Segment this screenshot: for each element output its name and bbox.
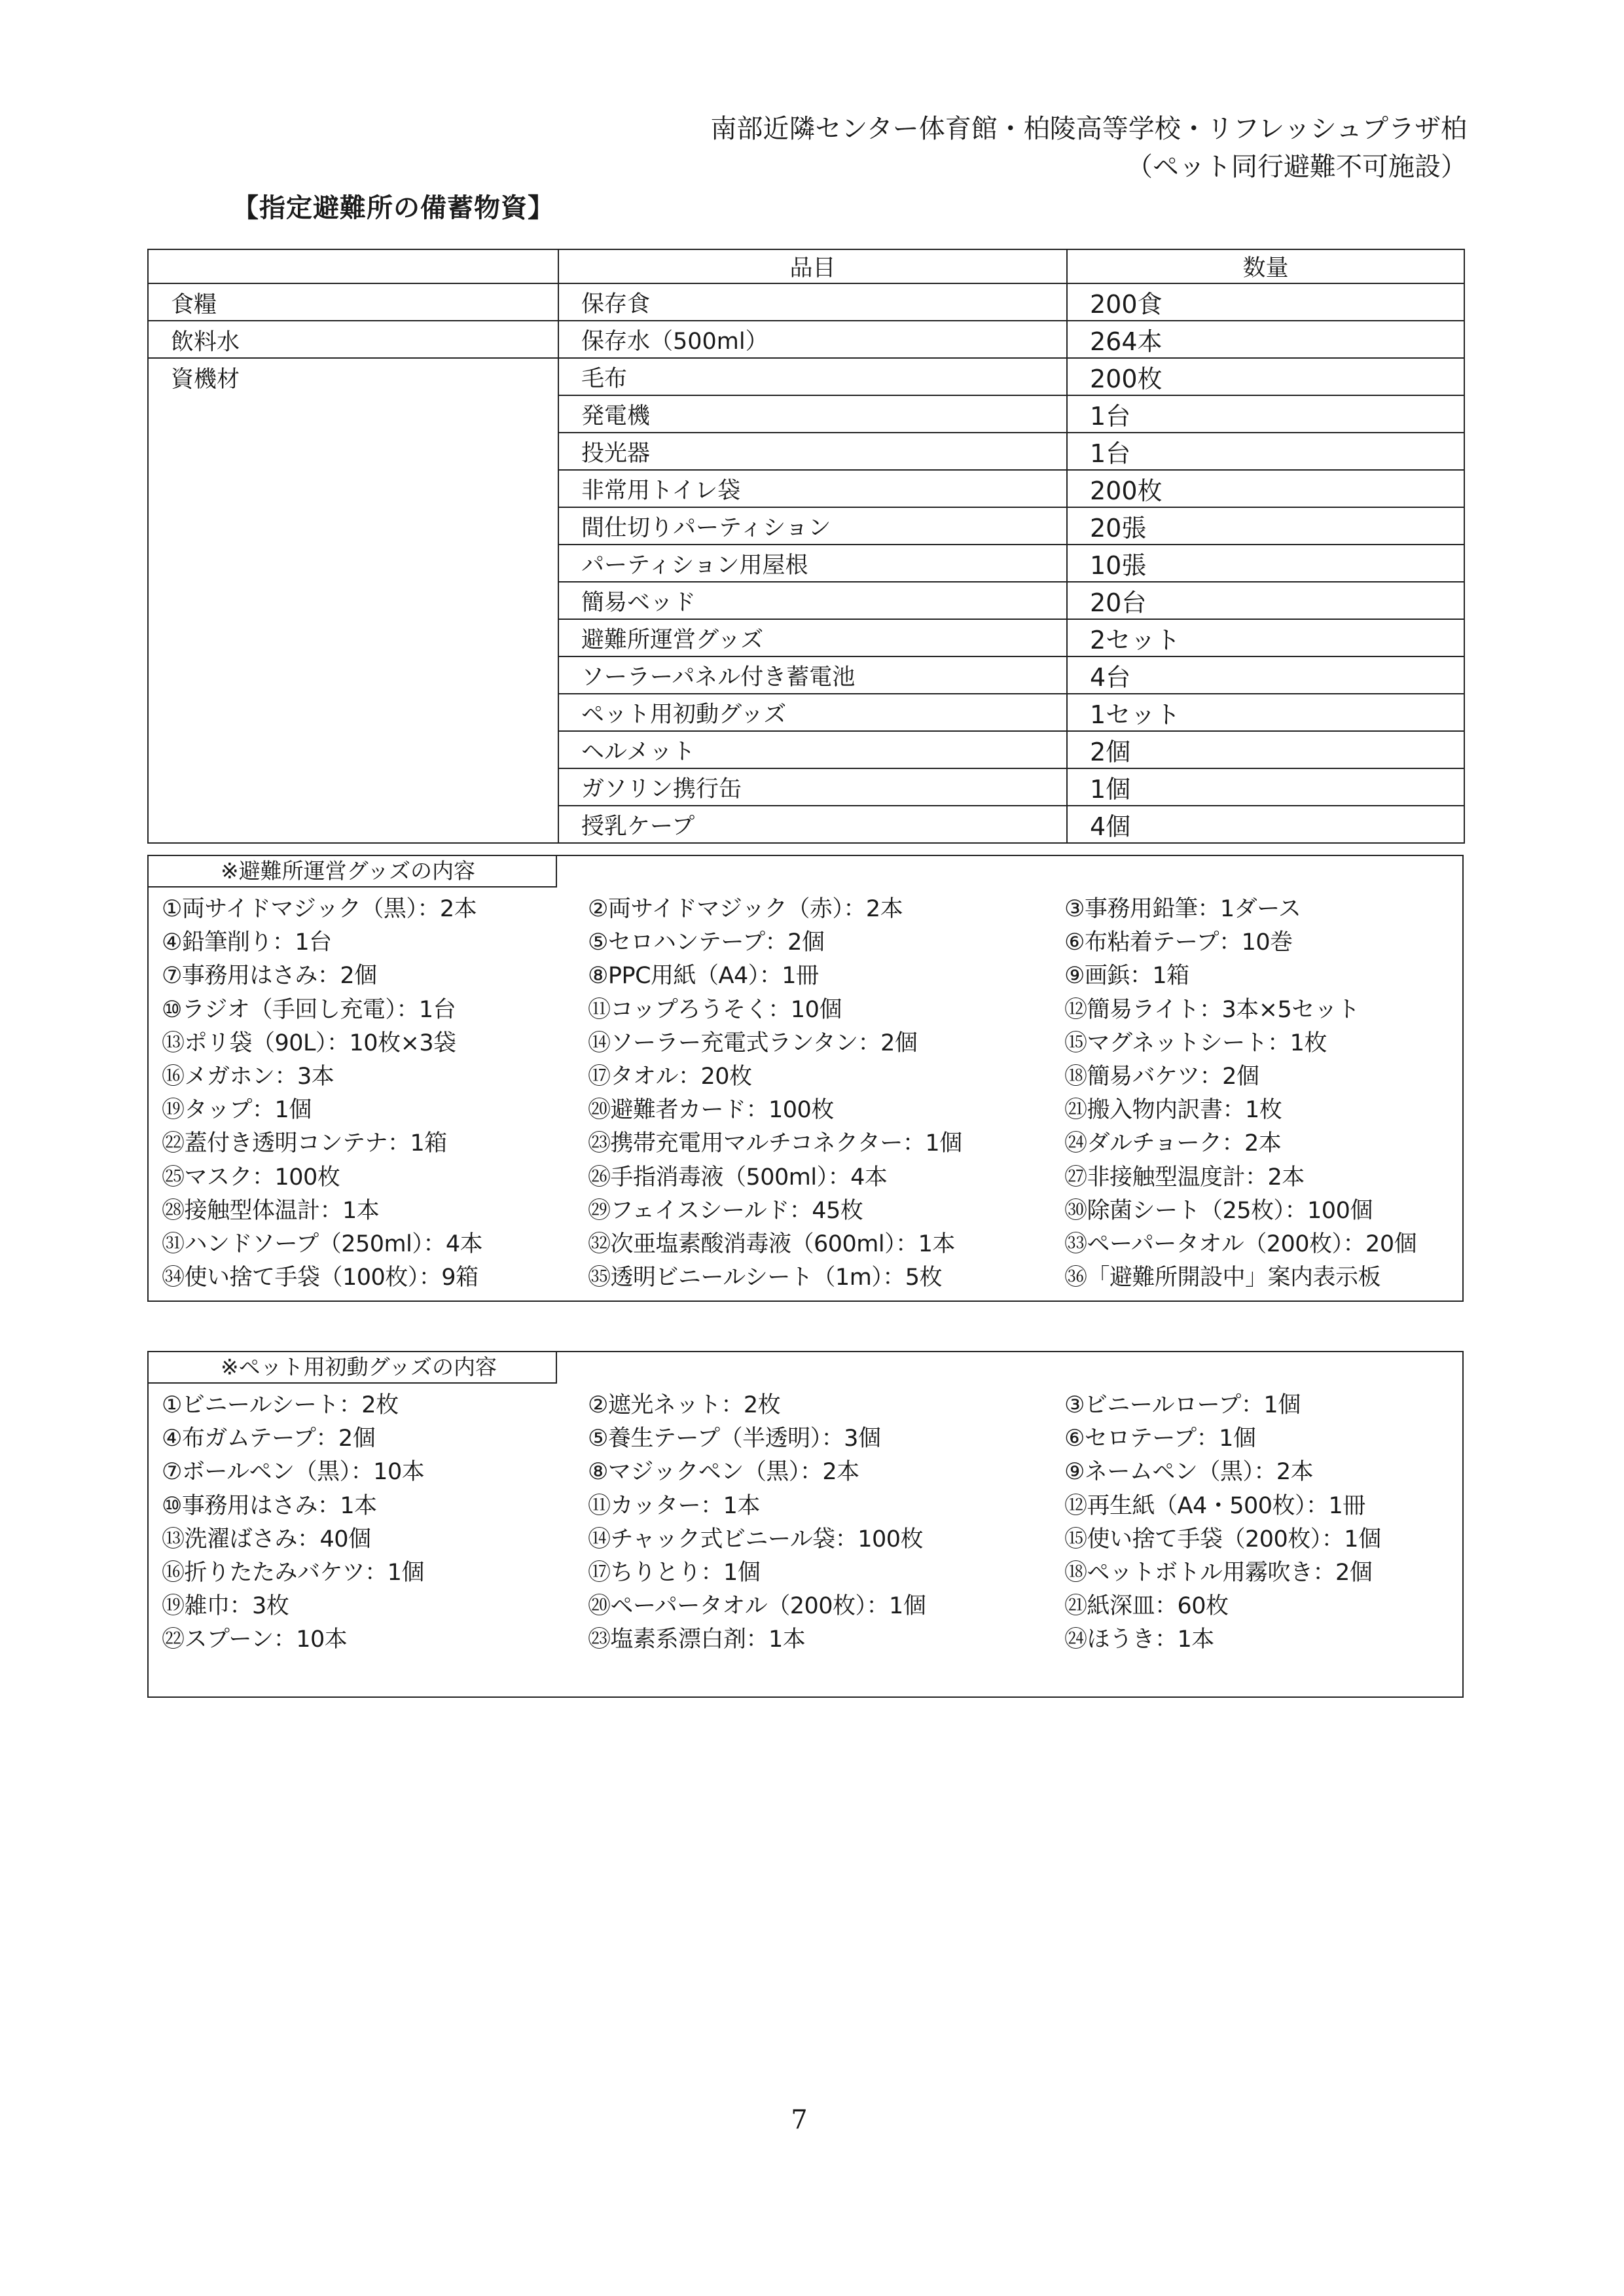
operation-goods-box [147,855,1464,1302]
stockpile-table-body [148,249,1464,843]
pet-goods-title: ※ペット用初動グッズの内容 [147,1351,557,1384]
table-row [148,806,1464,843]
list-item: ㉒スプーン：10本 [162,1626,348,1653]
list-item: ㉔ダルチョーク：2本 [1064,1130,1282,1157]
list-item: ㉟透明ビニールシート（1m）：5枚 [588,1265,943,1291]
table-row [148,283,1464,321]
list-item: ①ビニールシート：2枚 [162,1392,399,1418]
list-item: ㉖手指消毒液（500ml）：4本 [588,1164,888,1191]
item-name-cell: 保存食 [558,283,1067,321]
list-item: ②遮光ネット：2枚 [588,1392,781,1418]
list-item: ④鉛筆削り：1台 [162,929,332,956]
quantity-cell: 2個 [1067,731,1464,768]
item-name-cell: 間仕切りパーティション [558,507,1067,545]
operation-goods-list [162,893,1456,1295]
category-cell [148,582,558,619]
quantity-cell: 4個 [1067,806,1464,843]
quantity-cell: 200食 [1067,283,1464,321]
list-item: ⑲雑巾：3枚 [162,1593,289,1620]
list-item: ③事務用鉛筆：1ダース [1064,896,1301,922]
list-item: ⑧PPC用紙（A4）：1冊 [588,963,819,990]
table-row [148,731,1464,768]
list-item: ⑥セロテープ：1個 [1064,1426,1256,1452]
list-item: ㉚除菌シート（25枚）：100個 [1064,1197,1373,1224]
list-item: ㉒蓋付き透明コンテナ：1箱 [162,1130,447,1157]
category-cell: 資機材 [148,358,558,395]
list-item: ⑧マジックペン（黒）：2本 [588,1459,859,1486]
list-item: ⑥布粘着テープ：10巻 [1064,929,1293,956]
list-item: ⑮使い捨て手袋（200枚）：1個 [1064,1526,1381,1552]
quantity-cell: 264本 [1067,321,1464,358]
list-item: ⑩事務用はさみ：1本 [162,1492,377,1519]
category-cell [148,731,558,768]
list-item: ㊱「避難所開設中」案内表示板 [1064,1265,1381,1291]
item-name-cell: ヘルメット [558,731,1067,768]
list-item: ⑫再生紙（A4・500枚）：1冊 [1064,1492,1365,1519]
header-quantity: 数量 [1067,249,1464,283]
list-item: ㉑紙深皿：60枚 [1064,1593,1229,1620]
facility-header [616,110,1467,186]
list-item: ㉑搬入物内訳書：1枚 [1064,1097,1282,1124]
pet-goods-box [147,1351,1464,1698]
list-item: ③ビニールロープ：1個 [1064,1392,1301,1418]
list-item: ㉜次亜塩素酸消毒液（600ml）：1本 [588,1230,955,1257]
list-item: ⑮マグネットシート：1枚 [1064,1030,1327,1056]
list-item: ⑭ソーラー充電式ランタン：2個 [588,1030,918,1056]
category-cell [148,656,558,694]
list-item: ⑱簡易バケツ：2個 [1064,1063,1259,1090]
table-row [148,321,1464,358]
list-item: ㉝ペーパータオル（200枚）：20個 [1064,1230,1417,1257]
category-cell: 食糧 [148,283,558,321]
item-name-cell: 保存水（500ml） [558,321,1067,358]
list-item: ⑲タップ：1個 [162,1097,312,1124]
table-row [148,582,1464,619]
item-name-cell: 簡易ベッド [558,582,1067,619]
list-item: ㉞使い捨て手袋（100枚）：9箱 [162,1265,478,1291]
quantity-cell: 20張 [1067,507,1464,545]
category-cell [148,507,558,545]
list-item: ⑨画鋲：1箱 [1064,963,1189,990]
list-item: ⑰タオル：20枚 [588,1063,752,1090]
stockpile-header-row [148,249,1464,283]
page-number: 7 [791,2105,808,2135]
item-name-cell: ペット用初動グッズ [558,694,1067,731]
list-item: ㉛ハンドソープ（250ml）：4本 [162,1230,483,1257]
category-cell [148,545,558,582]
stockpile-table [147,249,1465,844]
list-item: ⑳避難者カード：100枚 [588,1097,834,1124]
table-row [148,768,1464,806]
quantity-cell: 20台 [1067,582,1464,619]
table-row [148,656,1464,694]
quantity-cell: 1台 [1067,395,1464,433]
list-item: ⑱ペットボトル用霧吹き：2個 [1064,1559,1373,1586]
item-name-cell: ガソリン携行缶 [558,768,1067,806]
item-name-cell: 投光器 [558,433,1067,470]
list-item: ⑦ボールペン（黒）：10本 [162,1459,425,1486]
list-item: ⑤セロハンテープ：2個 [588,929,825,956]
list-item: ⑳ペーパータオル（200枚）：1個 [588,1593,926,1620]
quantity-cell: 2セット [1067,619,1464,656]
list-item: ⑦事務用はさみ：2個 [162,963,377,990]
table-row [148,395,1464,433]
list-item: ②両サイドマジック（赤）：2本 [588,896,903,922]
list-item: ⑪コップろうそく：10個 [588,996,842,1023]
facility-pet-note: （ペット同行避難不可施設） [1127,152,1467,182]
table-row [148,507,1464,545]
category-cell [148,619,558,656]
quantity-cell: 200枚 [1067,358,1464,395]
category-cell [148,768,558,806]
table-row [148,545,1464,582]
category-cell [148,470,558,507]
quantity-cell: 1セット [1067,694,1464,731]
section-title: 【指定避難所の備蓄物資】 [232,193,554,223]
list-item: ⑫簡易ライト：3本×5セット [1064,996,1360,1023]
list-item: ⑪カッター：1本 [588,1492,760,1519]
list-item: ⑯メガホン：3本 [162,1063,334,1090]
list-item: ⑭チャック式ビニール袋：100枚 [588,1526,924,1552]
item-name-cell: 非常用トイレ袋 [558,470,1067,507]
quantity-cell: 1台 [1067,433,1464,470]
item-name-cell: 毛布 [558,358,1067,395]
item-name-cell: パーティション用屋根 [558,545,1067,582]
table-row [148,694,1464,731]
quantity-cell: 200枚 [1067,470,1464,507]
pet-goods-list [162,1389,1456,1657]
category-cell [148,433,558,470]
list-item: ⑬ポリ袋（90L）：10枚×3袋 [162,1030,456,1056]
list-item: ④布ガムテープ：2個 [162,1426,376,1452]
list-item: ⑰ちりとり：1個 [588,1559,761,1586]
list-item: ⑬洗濯ばさみ：40個 [162,1526,371,1552]
header-item: 品目 [558,249,1067,283]
list-item: ㉕マスク：100枚 [162,1164,340,1191]
header-category [148,249,558,283]
quantity-cell: 1個 [1067,768,1464,806]
quantity-cell: 4台 [1067,656,1464,694]
item-name-cell: ソーラーパネル付き蓄電池 [558,656,1067,694]
item-name-cell: 発電機 [558,395,1067,433]
quantity-cell: 10張 [1067,545,1464,582]
table-row [148,619,1464,656]
list-item: ㉔ほうき：1本 [1064,1626,1214,1653]
item-name-cell: 避難所運営グッズ [558,619,1067,656]
list-item: ⑯折りたたみバケツ：1個 [162,1559,424,1586]
table-row [148,433,1464,470]
operation-goods-title: ※避難所運営グッズの内容 [147,855,557,888]
facility-names: 南部近隣センター体育館・柏陵高等学校・リフレッシュプラザ柏 [710,114,1467,144]
list-item: ㉓携帯充電用マルチコネクター：1個 [588,1130,962,1157]
list-item: ⑤養生テープ（半透明）：3個 [588,1426,881,1452]
list-item: ⑩ラジオ（手回し充電）：1台 [162,996,456,1023]
list-item: ㉗非接触型温度計：2本 [1064,1164,1305,1191]
category-cell [148,806,558,843]
list-item: ㉙フェイスシールド：45枚 [588,1197,863,1224]
category-cell [148,395,558,433]
table-row [148,358,1464,395]
list-item: ⑨ネームペン（黒）：2本 [1064,1459,1314,1486]
category-cell [148,694,558,731]
list-item: ①両サイドマジック（黒）：2本 [162,896,477,922]
category-cell: 飲料水 [148,321,558,358]
table-row [148,470,1464,507]
list-item: ㉓塩素系漂白剤：1本 [588,1626,806,1653]
list-item: ㉘接触型体温計：1本 [162,1197,380,1224]
item-name-cell: 授乳ケープ [558,806,1067,843]
